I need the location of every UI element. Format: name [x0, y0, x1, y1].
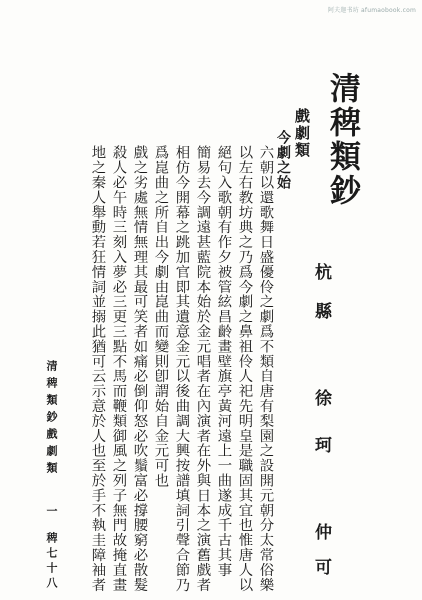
text-column: 以左右教坊典之乃爲今劇之鼻祖伶人祀先明皇是職固其宜也惟唐人以 — [236, 145, 253, 592]
category-heading: 戲劇類 — [293, 108, 311, 159]
text-column: 簡易去今調遠甚藍院本始於金元唱者在內演者在外與日本之演舊戲者 — [194, 145, 211, 592]
author-line — [312, 263, 329, 593]
footer-book-title: 清稗類鈔 — [45, 360, 58, 428]
author-courtesy: 仲可 — [311, 523, 331, 593]
entry-title: 今劇之始 — [275, 130, 291, 190]
watermark-text: 阿夫迦书坊 afumaobook.com — [327, 7, 416, 14]
footer-page-label: 稗七十八 — [45, 532, 58, 592]
text-column: 爲崑曲之所自出今劇由崑曲而變則卽謂始自金元可也 — [152, 145, 169, 488]
text-column: 殺人必午時三刻入夢必三更三點不馬而鞭類御風之列子無門故掩直畫 — [110, 145, 127, 592]
footer-page-marker: 一 — [45, 505, 58, 522]
text-column: 地之秦人舉動若狂情詞並搦此猶可云示意於人也至於手不執圭障袖者 — [89, 145, 106, 592]
text-column: 戲之劣處無情無理其最可笑者如痛必倒仰怒必吹鬚富必撐腰窮必散髮 — [131, 145, 148, 592]
footer-section: 戲劇類 — [45, 428, 58, 479]
text-column: 絕句入歌朝有作夕被管絃昌齡畫壁旗亭黃河遠上一曲遂成千古其事 — [215, 145, 232, 578]
text-column: 六朝以還歌舞日盛優伶之劇爲不類自唐有梨園之設開元朝分太常俗樂 — [257, 145, 274, 592]
book-title: 清稗類鈔 — [324, 72, 360, 208]
text-column: 相仿今開幕之跳加官即其遺意金元以後曲調大興按譜填詞引聲合節乃 — [173, 145, 190, 592]
author-name: 徐珂 — [311, 389, 331, 483]
author-county: 杭縣 — [311, 263, 331, 341]
